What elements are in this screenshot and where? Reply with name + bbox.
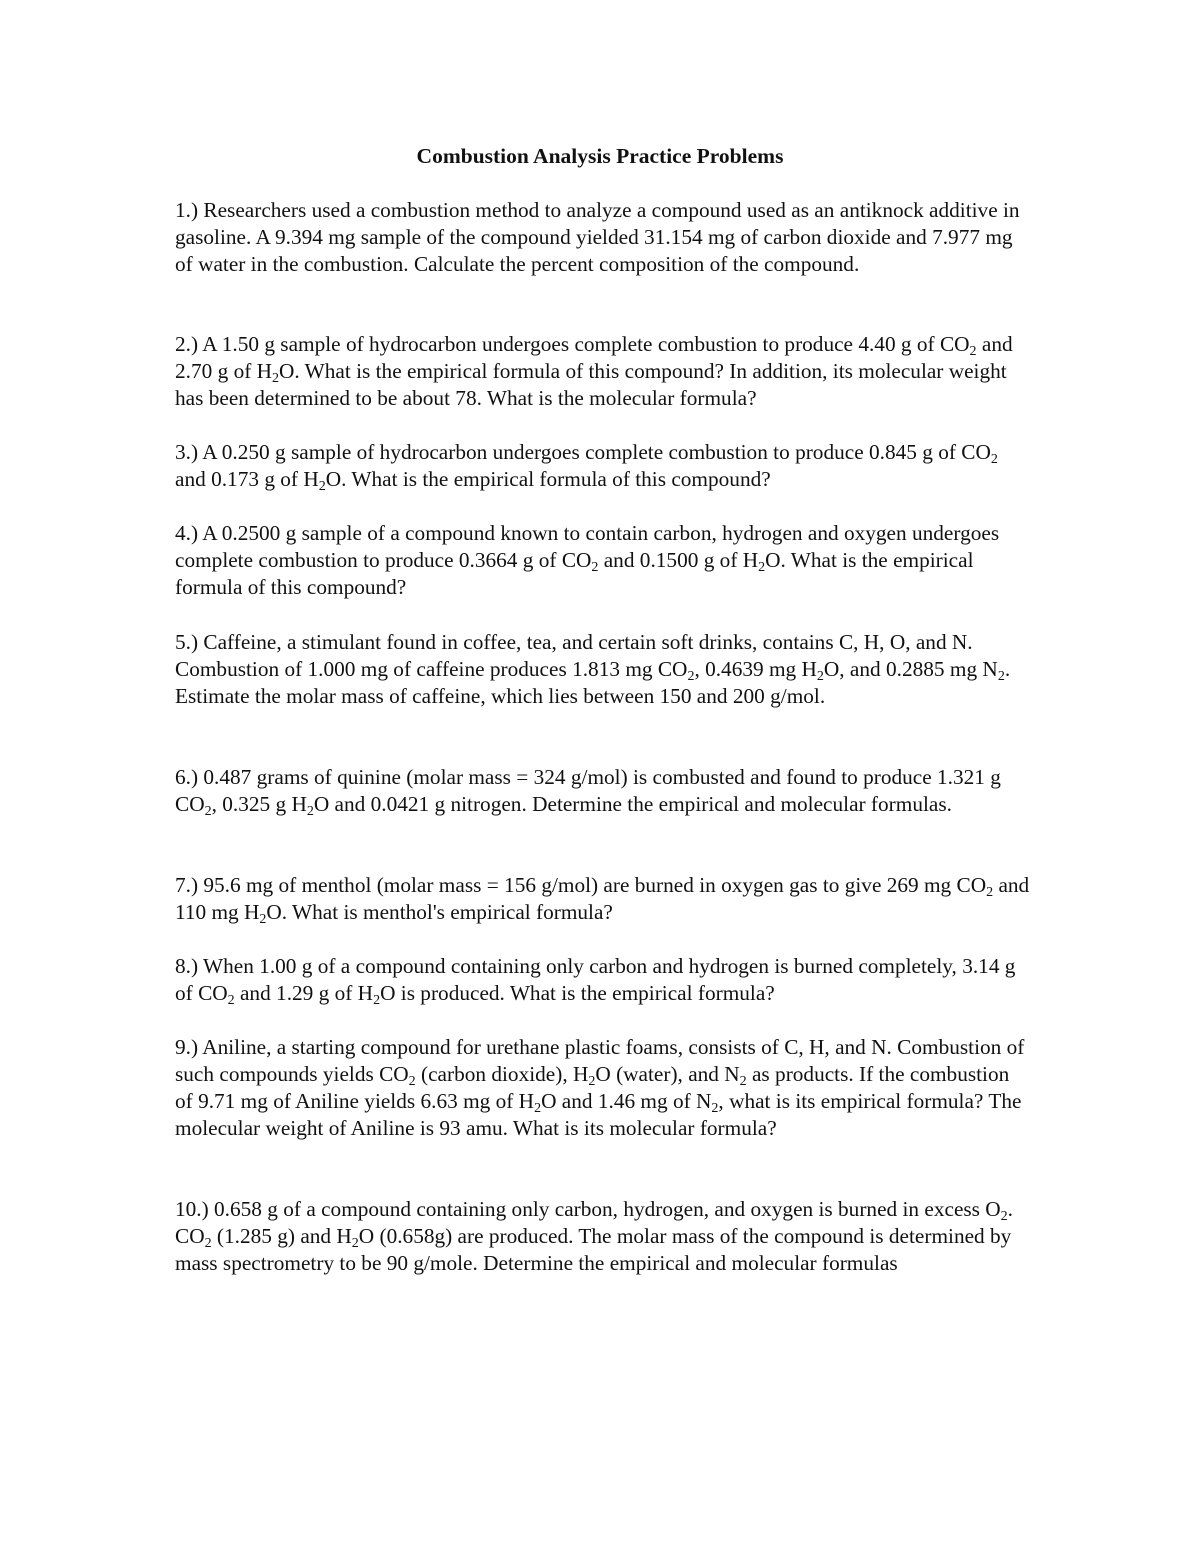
problem-text: O. What is the empirical formula of this compound? In addition, its molecular weight has been determined to be about 78. What is the molecular formula? [175, 359, 1007, 410]
page-title: Combustion Analysis Practice Problems [416, 144, 784, 168]
subscript: 2 [687, 669, 695, 684]
problem-text: 1.) Researchers used a combustion method to analyze a compound used as an antiknock additive in gasoline. A 9.394 mg sample of the compound yielded 31.154 mg of carbon dioxide and 7.977 mg of water in the combustion. Calculate the percent composition of the compound. [175, 198, 1020, 276]
problem-text: , 0.4639 mg H [694, 657, 817, 681]
problem-text: , 0.325 g H [211, 792, 307, 816]
problem-text: 8.) When 1.00 g of a compound containing only carbon and hydrogen is burned completely, 3.14 g of CO [175, 954, 1016, 1005]
problem-5 [175, 629, 1030, 710]
problem-text: 6.) 0.487 grams of quinine (molar mass = 324 g/mol) is combusted and found to produce 1.321 g CO [175, 765, 1001, 816]
problem-text: as products. If the combustion of 9.71 mg of Aniline yields 6.63 mg of H [175, 1062, 1010, 1113]
problem-text: 4.) A 0.2500 g sample of a compound known to contain carbon, hydrogen and oxygen undergoes complete combustion to produce 0.3664 g of CO [175, 521, 1000, 572]
problem-text: O (water), and N [595, 1062, 740, 1086]
problem-text: 9.) Aniline, a starting compound for urethane plastic foams, consists of C, H, and N. Combustion of such compounds yields CO [175, 1035, 1025, 1086]
problem-text: O. What is menthol's empirical formula? [266, 900, 613, 924]
problem-text: . CO [175, 1197, 1013, 1248]
problem-2 [175, 331, 1030, 412]
problem-7 [175, 872, 1030, 926]
subscript: 2 [997, 669, 1005, 684]
problem-text: and 2.70 g of H [175, 332, 1013, 383]
problem-text: O is produced. What is the empirical formula? [380, 981, 775, 1005]
problem-text: (carbon dioxide), H [415, 1062, 589, 1086]
problem-text: O. What is the empirical formula of this compound? [325, 467, 771, 491]
subscript: 2 [204, 804, 212, 819]
subscript: 2 [816, 669, 824, 684]
problem-text: O and 0.0421 g nitrogen. Determine the empirical and molecular formulas. [313, 792, 952, 816]
subscript: 2 [408, 1074, 416, 1089]
problem-9 [175, 1034, 1030, 1142]
subscript: 2 [758, 560, 766, 575]
problem-text: and 110 mg H [175, 873, 1030, 924]
subscript: 2 [990, 452, 998, 467]
subscript: 2 [1000, 1209, 1008, 1224]
problem-8 [175, 953, 1030, 1007]
problem-text: 5.) Caffeine, a stimulant found in coffee, tea, and certain soft drinks, contains C, H, O, and N. Combustion of 1.000 mg of caffeine produces 1.813 mg CO [175, 630, 973, 681]
subscript: 2 [204, 1236, 212, 1251]
subscript: 2 [739, 1074, 747, 1089]
problem-text: and 1.29 g of H [234, 981, 374, 1005]
problem-text: 10.) 0.658 g of a compound containing only carbon, hydrogen, and oxygen is burned in excess O [175, 1197, 1001, 1221]
problem-4 [175, 520, 1030, 601]
subscript: 2 [306, 804, 314, 819]
subscript: 2 [227, 993, 235, 1008]
subscript: 2 [711, 1101, 719, 1116]
subscript: 2 [534, 1101, 542, 1116]
subscript: 2 [373, 993, 381, 1008]
problem-6 [175, 764, 1030, 818]
problem-1 [175, 197, 1030, 278]
subscript: 2 [272, 371, 280, 386]
problem-text: 2.) A 1.50 g sample of hydrocarbon undergoes complete combustion to produce 4.40 g of CO [175, 332, 970, 356]
problem-text: and 0.1500 g of H [598, 548, 759, 572]
subscript: 2 [969, 344, 977, 359]
problem-text: 7.) 95.6 mg of menthol (molar mass = 156 g/mol) are burned in oxygen gas to give 269 mg CO [175, 873, 987, 897]
subscript: 2 [259, 912, 267, 927]
problem-text: , what is its empirical formula? The molecular weight of Aniline is 93 amu. What is its molecular formula? [175, 1089, 1022, 1140]
subscript: 2 [318, 479, 326, 494]
subscript: 2 [986, 885, 994, 900]
problem-10 [175, 1196, 1030, 1277]
subscript: 2 [588, 1074, 596, 1089]
problem-text: O. What is the empirical formula of this compound? [175, 548, 974, 599]
subscript: 2 [351, 1236, 359, 1251]
problem-text: 3.) A 0.250 g sample of hydrocarbon undergoes complete combustion to produce 0.845 g of CO [175, 440, 991, 464]
problem-text: O, and 0.2885 mg N [823, 657, 998, 681]
subscript: 2 [591, 560, 599, 575]
problem-text: (1.285 g) and H [211, 1224, 352, 1248]
problem-3 [175, 439, 1030, 493]
problem-text: and 0.173 g of H [175, 467, 319, 491]
problem-text: O (0.658g) are produced. The molar mass of the compound is determined by mass spectrometry to be 90 g/mole. Determine the empirical and molecular formulas [175, 1224, 1012, 1275]
problem-text: . Estimate the molar mass of caffeine, which lies between 150 and 200 g/mol. [175, 657, 1011, 708]
problem-text: O and 1.46 mg of N [541, 1089, 712, 1113]
